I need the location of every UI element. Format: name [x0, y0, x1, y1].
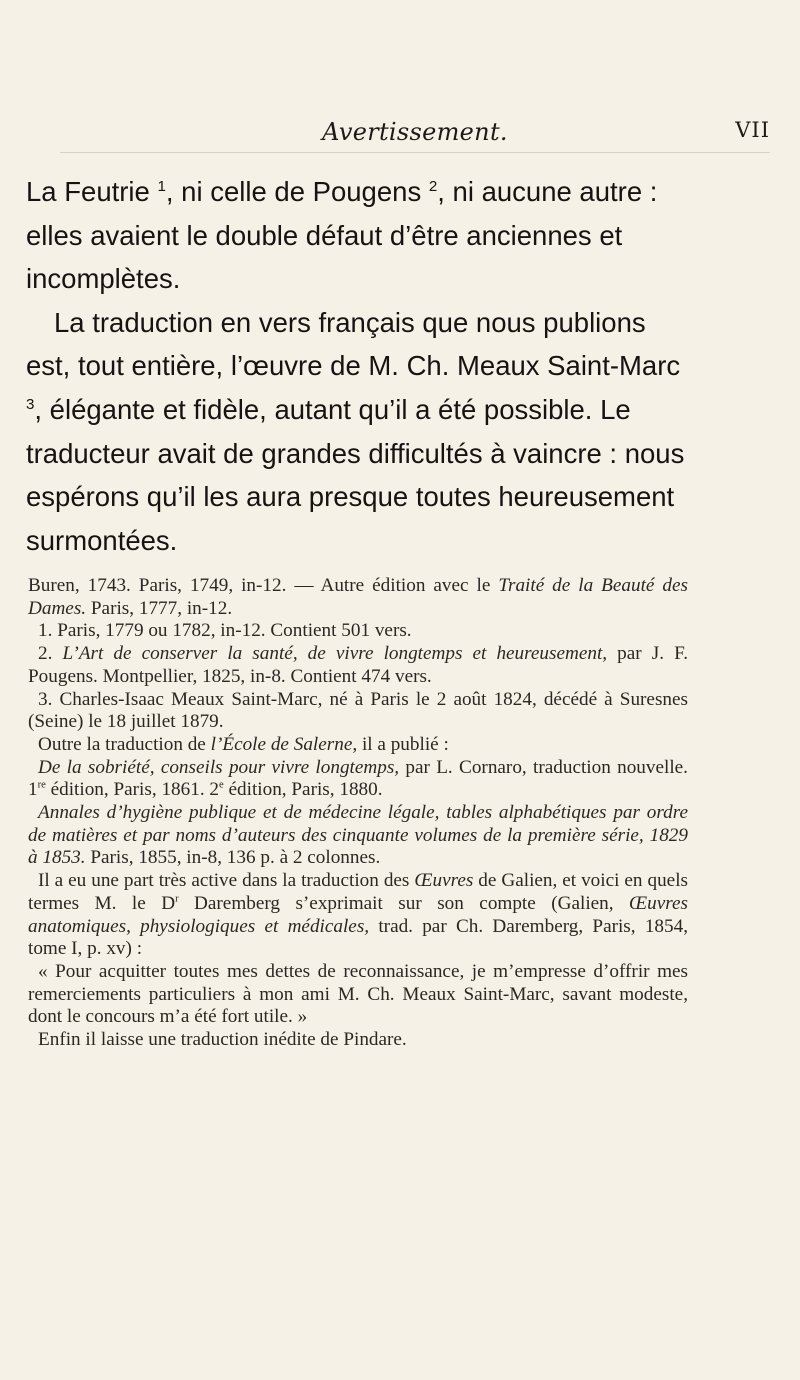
text-run: Paris, 1777, in-12.	[86, 597, 233, 619]
ordinal-suffix: e	[219, 779, 224, 791]
footnote-3-works-intro	[28, 734, 688, 757]
text-run: , ni aucune autre : elles avaient le double défaut d’être anciennes et incomplètes.	[26, 176, 658, 295]
footnote-2	[28, 643, 688, 688]
italic-title: L’Art de conserver la santé, de vivre longtemps et heureusement,	[62, 643, 608, 665]
italic-title: Annales d’hygiène publique et de médecine légale, tables alphabétiques par ordre de matières et par noms d’auteurs des cinquante volumes de la première série, 1829 à 1853.	[28, 802, 688, 869]
text-run: La traduction en vers français que nous publions est, tout entière, l’œuvre de M. Ch. Meaux Saint-Marc	[26, 306, 681, 382]
main-text	[26, 170, 688, 562]
text-run: par L. Cornaro, traduction nouvelle. 1	[28, 756, 688, 801]
footnote-ref-1: 1	[157, 177, 166, 195]
text-run: édition, Paris, 1880.	[223, 779, 383, 801]
text-run: Il a eu une part très active dans la traduction des	[38, 870, 415, 892]
italic-title: Traité de la Beauté des Dames.	[28, 575, 688, 619]
footnotes	[28, 575, 688, 1052]
text-run: Buren, 1743. Paris, 1749, in-12. — Autre édition avec le	[28, 575, 499, 596]
text-run: Paris, 1855, in-8, 136 p. à 2 colonnes.	[85, 847, 381, 869]
italic-title: l’École de Salerne,	[210, 733, 358, 755]
text-run: , élégante et fidèle, autant qu’il a été possible. Le traducteur avait de grandes difficultés à vaincre : nous espérons qu’il les aura presque toutes heureusement surmontées.	[26, 393, 685, 556]
footnote-1: 1. Paris, 1779 ou 1782, in-12. Contient 501 vers.	[38, 620, 412, 642]
text-run: par J. F. Pougens. Montpellier, 1825, in-8. Contient 474 vers.	[28, 643, 689, 687]
text-run: édition, Paris, 1861. 2	[45, 779, 220, 801]
running-header	[60, 118, 770, 153]
footnote-continued	[28, 575, 688, 620]
text-run: trad. par Ch. Daremberg, Paris, 1854, tome I, p. xv) :	[28, 915, 688, 960]
footnote-ref-2: 2	[428, 177, 438, 195]
ordinal-suffix: re	[37, 779, 46, 791]
footnote-3-work-1	[28, 757, 688, 802]
italic-title: Œuvres	[414, 870, 474, 892]
abbrev-suffix: r	[175, 893, 179, 905]
footnote-3-work-2	[28, 802, 688, 870]
text-run: Daremberg s’exprimait sur son compte (Galien,	[178, 892, 630, 914]
text-run: il a publié :	[357, 733, 449, 755]
footnote-3-pindare: Enfin il laisse une traduction inédite de Pindare.	[38, 1029, 407, 1051]
text-run: 2.	[38, 643, 63, 665]
footnote-ref-3: 3	[26, 395, 35, 413]
paragraph-1	[26, 170, 688, 301]
text-run: Outre la traduction de	[38, 733, 211, 755]
italic-title: Œuvres anatomiques, physiologiques et médicales,	[28, 892, 688, 937]
footnote-3: 3. Charles-Isaac Meaux Saint-Marc, né à Paris le 2 août 1824, décédé à Suresnes (Seine) le 18 juillet 1879.	[28, 688, 688, 733]
text-run: La Feutrie	[26, 176, 158, 207]
text-run: , ni celle de Pougens	[165, 176, 429, 207]
running-title: Avertissement.	[322, 118, 508, 146]
italic-title: De la sobriété, conseils pour vivre longtemps,	[38, 756, 400, 778]
page-number: VII	[735, 118, 770, 142]
footnote-3-quote: « Pour acquitter toutes mes dettes de reconnaissance, je m’empresse d’offrir mes remerciements particuliers à mon ami M. Ch. Meaux Saint-Marc, savant modeste, dont le concours m’a été fort utile. »	[28, 960, 688, 1028]
text-run: de Galien, et voici en quels termes M. le D	[28, 870, 688, 914]
paragraph-2	[26, 301, 688, 563]
footnote-3-galien	[28, 870, 688, 961]
